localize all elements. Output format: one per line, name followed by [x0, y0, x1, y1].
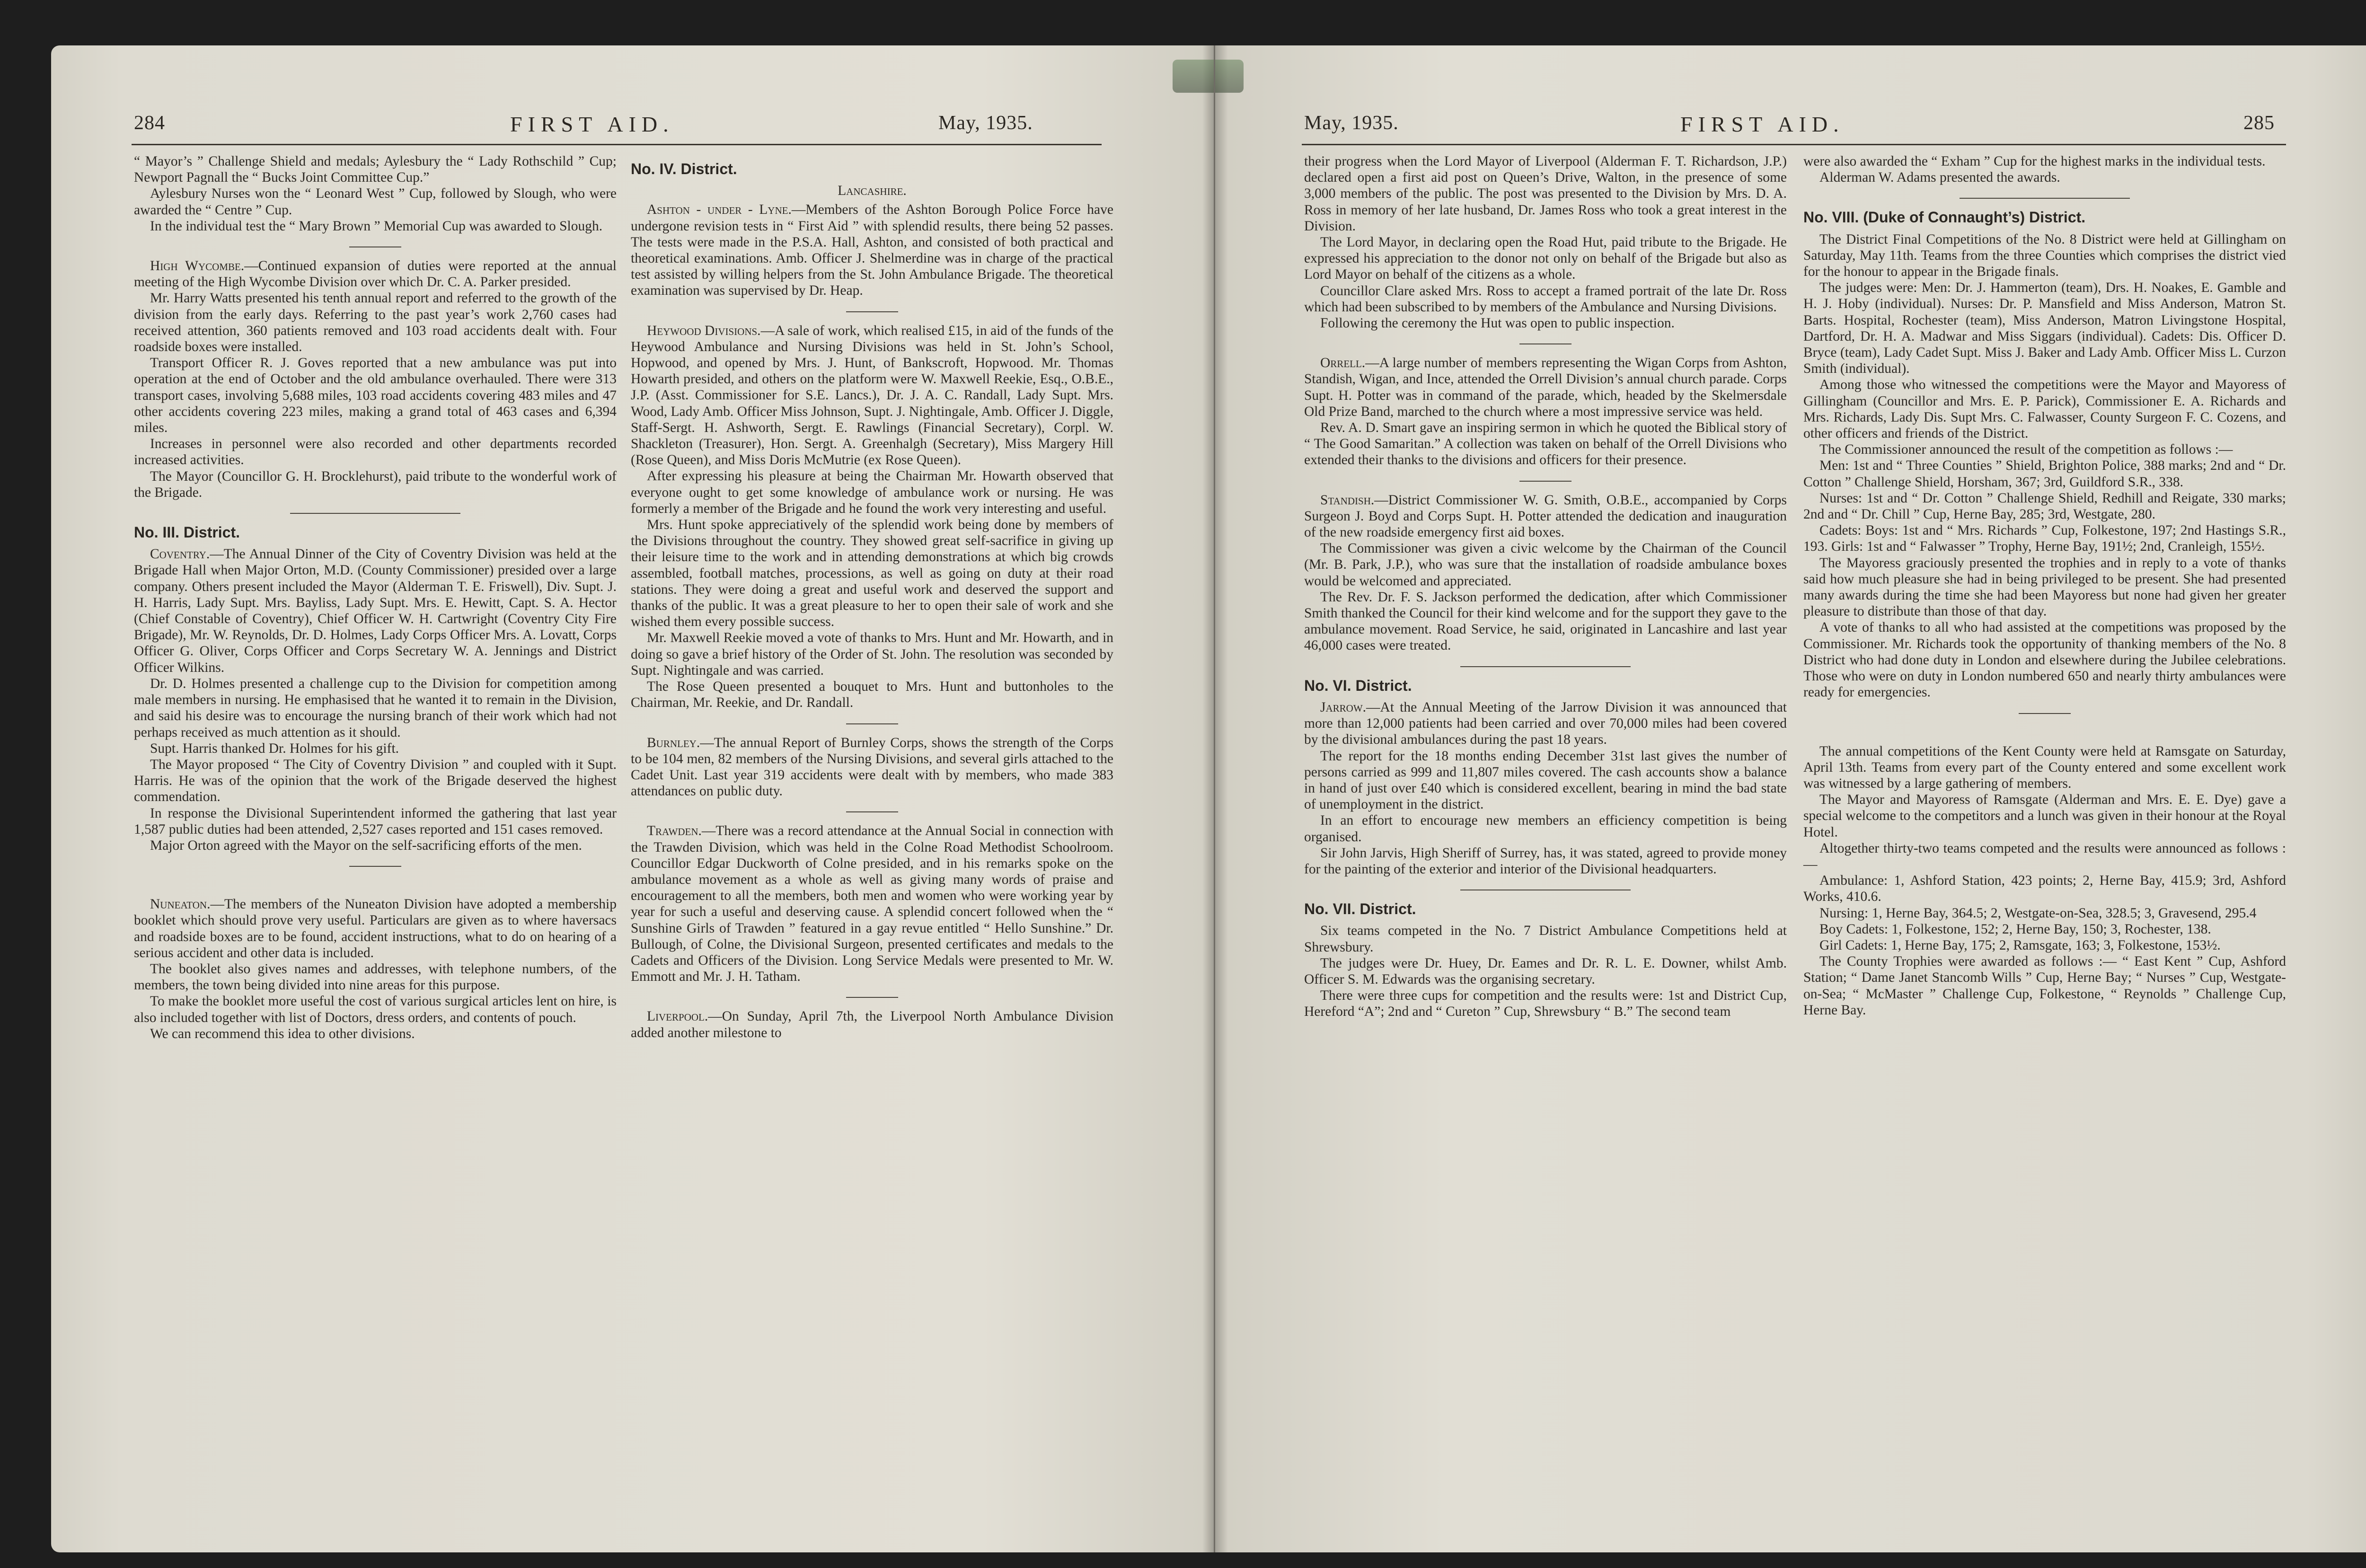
section-divider: [1460, 666, 1631, 667]
paragraph-text: —A sale of work, which realised £15, in aid of the funds of the Heywood Ambulance and Nursing Divisions was held in St. John’s School, Hopwood, and opened by Mrs. J. Hunt, of Bankscroft, Hopwood. Mr. Thomas Howarth presided, and others on the platform were W. Maxwell Reekie, Esq., O.B.E., J.P. (Asst. Commissioner for S.E. Lancs.), Dr. J. A. C. Randall, Lady Supt. Mrs. Wood, Lady Amb. Officer Miss Johnson, Supt. J. Nightingale, Amb. Officer J. Diggle, Staff-Sergt. H. Ashworth, Sergt. E. Rawlings (Financial Secretary), Corpl. W. Shackleton (Treasurer), Hon. Sergt. A. Greenhalgh (Secretary), Miss Margery Hill (Rose Queen), and Miss Doris McMutrie (ex Rose Queen).: [631, 323, 1113, 468]
paragraph: [1304, 492, 1787, 541]
paragraph-text: The report for the 18 months ending December 31st last gives the number of persons carried as 999 and 11,807 miles covered. The cash accounts show a balance in hand of just over £40 which is considered excellent, bearing in mind the bad state of unemployment in the district.: [1304, 748, 1787, 812]
paragraph: [631, 202, 1113, 299]
paragraph: [1304, 315, 1787, 331]
section-lead: High Wycombe.: [150, 258, 245, 274]
paragraph: [1803, 937, 2286, 953]
paragraph-text: Rev. A. D. Smart gave an inspiring sermon in which he quoted the Biblical story of “ The Good Samaritan.” A collection was taken on behalf of the Orrell Divisions who extended their thanks to the divisions and officers for their presence.: [1304, 420, 1787, 468]
paragraph-text: Girl Cadets: 1, Herne Bay, 175; 2, Ramsgate, 163; 3, Folkestone, 153½.: [1819, 937, 2221, 953]
county-subheading: Lancashire.: [838, 183, 907, 199]
paragraph: [134, 218, 617, 234]
issue-date: May, 1935.: [1304, 112, 1399, 134]
paragraph: [1304, 748, 1787, 813]
section-divider: [2019, 713, 2071, 714]
paragraph-text: Mr. Maxwell Reekie moved a vote of thanks to Mrs. Hunt and Mr. Howarth, and in doing so gave a brief history of the Order of St. John. The resolution was seconded by Supt. Nightingale and was carried.: [631, 630, 1113, 678]
section-lead: Liverpool.: [647, 1009, 708, 1024]
paragraph-text: Altogether thirty-two teams competed and the results were announced as follows :—: [1803, 840, 2286, 872]
paragraph-text: Transport Officer R. J. Goves reported that a new ambulance was put into operation at the end of October and the old ambulance overhauled. There were 313 transport cases, involving 5,688 miles, 103 road accidents covering 483 miles and 47 other accidents covering 223 miles, making a grand total of 463 cases and 6,394 miles.: [134, 355, 617, 436]
paragraph: [1304, 283, 1787, 315]
paragraph-text: The booklet also gives names and addresses, with telephone numbers, of the members, the town being divided into nine areas for this purpose.: [134, 961, 617, 993]
paragraph: [1803, 555, 2286, 620]
paragraph: [1304, 540, 1787, 589]
section-divider: [846, 997, 898, 998]
paragraph-text: —A large number of members representing the Wigan Corps from Ashton, Standish, Wigan, and Ince, attended the Orrell Division’s annual church parade. Corps Supt. H. Potter was in command of the parade, which, headed by the Skelmersdale Old Prize Band, marched to the church where a most impressive service was held.: [1304, 355, 1787, 419]
magazine-title: FIRST AID.: [510, 112, 674, 136]
paragraph: [1803, 280, 2286, 377]
right-page-header: [1214, 112, 2366, 145]
right-page: [1214, 45, 2366, 1552]
paragraph: [134, 290, 617, 355]
district-heading: No. VII. District.: [1304, 900, 1416, 918]
magazine-spread: [51, 45, 2366, 1552]
paragraph-text: There were three cups for competition and the results were: 1st and District Cup, Hereford “A”; 2nd and “ Cureton ” Cup, Shrewsbury “ B.” The second team: [1304, 988, 1787, 1020]
paragraph-text: —At the Annual Meeting of the Jarrow Division it was announced that more than 12,000 patients had been carried and over 70,000 miles had been covered by the divisional ambulances during the past 18 years.: [1304, 699, 1787, 748]
paragraph-text: The annual competitions of the Kent County were held at Ramsgate on Saturday, April 13th. Teams from every part of the County entered and some excellent work was witnessed by a large gathering of members.: [1803, 743, 2286, 791]
paragraph-text: “ Mayor’s ” Challenge Shield and medals; Aylesbury the “ Lady Rothschild ” Cup; Newport Pagnall the “ Bucks Joint Committee Cup.”: [134, 154, 617, 185]
paragraph-text: —The members of the Nuneaton Division have adopted a membership booklet which should prove very useful. Particulars are given as to where haversacs and roadside boxes are to be found, accident instructions, what to do on hearing of a serious accident and other data is included.: [134, 897, 617, 960]
paragraph-text: A vote of thanks to all who had assisted at the competitions was proposed by the Commissioner. Mr. Richards took the opportunity of thanking members of the No. 8 District who had done duty in London and elsewhere during the Jubilee celebrations. Those who were on duty in London numbered 650 and nearly thirty ambulances were ready for emergencies.: [1803, 620, 2286, 700]
left-page-column-1: [134, 153, 617, 1042]
paragraph: [134, 993, 617, 1025]
paragraph-text: We can recommend this idea to other divisions.: [150, 1026, 415, 1041]
paragraph-text: Alderman W. Adams presented the awards.: [1819, 170, 2060, 185]
paragraph-text: —District Commissioner W. G. Smith, O.B.E., accompanied by Corps Surgeon J. Boyd and Corps Supt. H. Potter attended the dedication and inauguration of the new roadside emergency first aid boxes.: [1304, 492, 1787, 540]
magazine-title: FIRST AID.: [1680, 112, 1845, 136]
section-lead: Trawden.: [647, 823, 702, 839]
paragraph: [1304, 153, 1787, 234]
paragraph-text: Dr. D. Holmes presented a challenge cup to the Division for competition among male members in nursing. He emphasised that he wanted it to remain in the Division, and said his desire was to encourage the nursing branch of their work which had not perhaps received as much attention as it should.: [134, 676, 617, 740]
paragraph: [1304, 845, 1787, 877]
section-lead: Heywood Divisions.: [647, 323, 761, 338]
paragraph-text: Ambulance: 1, Ashford Station, 423 points; 2, Herne Bay, 415.9; 3rd, Ashford Works, 410.6.: [1803, 873, 2286, 905]
paragraph-text: Six teams competed in the No. 7 District Ambulance Competitions held at Shrewsbury.: [1304, 923, 1787, 955]
paragraph-text: Boy Cadets: 1, Folkestone, 152; 2, Herne Bay, 150; 3, Rochester, 138.: [1819, 921, 2211, 937]
paragraph-text: Following the ceremony the Hut was open to public inspection.: [1320, 316, 1675, 331]
paragraph-text: The Mayoress graciously presented the trophies and in reply to a vote of thanks said how much pleasure she had in being privileged to be present. She had presented many awards during the time she had been Mayoress but none had given her greater pleasure to distribute than those of that day.: [1803, 555, 2286, 619]
district-heading: No. VI. District.: [1304, 677, 1412, 694]
paragraph: [1304, 923, 1787, 955]
district-heading: No. IV. District.: [631, 160, 737, 177]
paragraph: [134, 757, 617, 805]
paragraph-text: Mr. Harry Watts presented his tenth annual report and referred to the growth of the division from the early days. Referring to the past year’s work 2,760 cases had received attention, 360 patients removed and 103 road accidents dealt with. Four roadside boxes were installed.: [134, 291, 617, 355]
left-page: [51, 45, 1214, 1552]
paragraph-text: The judges were: Men: Dr. J. Hammerton (team), Drs. H. Noakes, E. Gamble and H. J. Hoby (individual). Nurses: Dr. P. Mansfield and Miss Anderson, Matron St. Barts. Hospital, Rochester (team), Miss Anderson, Matron Livingstone Hospital, Dartford, Dr. H. A. Madwar and Miss Siggars (individual). Cadets: Dis. Officer D. Bryce (team), Lady Cadet Supt. Miss J. Baker and Lady Amb. Officer Miss L. Curzon Smith (individual).: [1803, 280, 2286, 377]
section-divider: [846, 723, 898, 724]
paragraph: [631, 823, 1113, 985]
paragraph-text: After expressing his pleasure at being the Chairman Mr. Howarth observed that everyone ought to get some knowledge of ambulance work or nursing. He was formerly a member of the Brigade and he found the work very interesting and useful.: [631, 468, 1113, 516]
paragraph: [1803, 231, 2286, 280]
spacer: [134, 877, 617, 896]
section-lead: Standish.: [1320, 492, 1375, 508]
paragraph: [631, 323, 1113, 468]
district-heading: No. III. District.: [134, 524, 240, 541]
paragraph: [1803, 153, 2286, 169]
paragraph: [1803, 377, 2286, 441]
section-divider: [349, 866, 401, 867]
paragraph-text: Aylesbury Nurses won the “ Leonard West ” Cup, followed by Slough, who were awarded the “ Centre ” Cup.: [134, 186, 617, 218]
paragraph: [134, 961, 617, 993]
district-heading: No. VIII. (Duke of Connaught’s) District.: [1803, 209, 2086, 226]
paragraph-text: The Mayor proposed “ The City of Coventry Division ” and coupled with it Supt. Harris. He was of the opinion that the work of the Brigade deserved the highest commendation.: [134, 757, 617, 805]
section-lead: Burnley.: [647, 735, 700, 750]
paragraph: [134, 740, 617, 757]
paragraph-text: —On Sunday, April 7th, the Liverpool North Ambulance Division added another milestone to: [631, 1009, 1113, 1040]
paragraph: [1803, 792, 2286, 840]
paragraph-text: Nursing: 1, Herne Bay, 364.5; 2, Westgate-on-Sea, 328.5; 3, Gravesend, 295.4: [1819, 905, 2257, 921]
paragraph: [134, 676, 617, 740]
paragraph-text: The Lord Mayor, in declaring open the Road Hut, paid tribute to the Brigade. He expressed his appreciation to the donor not only on behalf of the Brigade but also as Lord Mayor on behalf of the citizens as a whole.: [1304, 235, 1787, 282]
paragraph: [1803, 905, 2286, 921]
paragraph: [1304, 234, 1787, 283]
paragraph: [134, 468, 617, 501]
paragraph-text: In an effort to encourage new members an efficiency competition is being organised.: [1304, 813, 1787, 845]
paragraph-text: Councillor Clare asked Mrs. Ross to accept a framed portrait of the late Dr. Ross which had been subscribed to by members of the Ambulance and Nursing Divisions.: [1304, 283, 1787, 315]
paragraph: [1803, 872, 2286, 905]
paragraph: [1304, 812, 1787, 845]
left-page-column-2: [631, 153, 1113, 1041]
paragraph: [1803, 921, 2286, 937]
paragraph-text: The Mayor and Mayoress of Ramsgate (Alderman and Mrs. E. E. Dye) gave a special welcome to the competitors and a lunch was given in their honour at the Royal Hotel.: [1803, 792, 2286, 840]
section-lead: Nuneaton.: [150, 897, 211, 912]
paragraph-text: Men: 1st and “ Three Counties ” Shield, Brighton Police, 388 marks; 2nd and “ Dr. Cotton ” Challenge Shield, Horsham, 367; 3rd, Guildford S.R., 338.: [1803, 458, 2286, 490]
section-divider: [846, 811, 898, 812]
paragraph: [1304, 699, 1787, 748]
right-page-column-2: [1803, 153, 2286, 1018]
paragraph-text: —Continued expansion of duties were reported at the annual meeting of the High Wycombe Division over which Dr. C. A. Parker presided.: [134, 258, 617, 290]
paragraph: [134, 837, 617, 854]
page-number: 285: [2243, 112, 2275, 134]
paragraph: [134, 546, 617, 676]
paragraph: [631, 517, 1113, 630]
paragraph: [1803, 743, 2286, 792]
paragraph-text: were also awarded the “ Exham ” Cup for the highest marks in the individual tests.: [1803, 154, 2266, 169]
paragraph: [1803, 169, 2286, 185]
paragraph: [1803, 458, 2286, 490]
paragraph-text: —The Annual Dinner of the City of Coventry Division was held at the Brigade Hall when Major Orton, M.D. (County Commissioner) presided over a large company. Others present included the Mayor (Alderman T. E. Friswell), Div. Supt. J. H. Harris, Lady Supt. Mrs. Bayliss, Lady Supt. Mrs. E. Hewitt, Capt. S. A. Hector (Chief Constable of Coventry), Chief Officer W. H. Cartwright (Coventry City Fire Brigade), Mr. W. Reynolds, Dr. D. Holmes, Lady Corps Officer Mrs. A. Lovatt, Corps Officer G. Oliver, Corps Officer and Corps Secretary W. A. Jennings and District Officer Wilkins.: [134, 546, 617, 675]
paragraph: [134, 185, 617, 218]
right-page-column-1: [1304, 153, 1787, 1020]
header-rule: [1302, 144, 2286, 145]
paragraph: [1803, 490, 2286, 522]
paragraph-text: their progress when the Lord Mayor of Liverpool (Alderman F. T. Richardson, J.P.) declared open a first aid post on Queen’s Drive, Walton, in the presence of some 3,000 members of the public. The post was presented to the Division by Mrs. D. A. Ross in memory of her late husband, Dr. James Ross who took a great interest in the Division.: [1304, 154, 1787, 234]
paragraph: [1803, 840, 2286, 872]
paragraph-text: The Commissioner was given a civic welcome by the Chairman of the Council (Mr. B. Park, J.P.), who was sure that the installation of roadside ambulance boxes would be welcomed and appreciated.: [1304, 541, 1787, 589]
paragraph-text: The Commissioner announced the result of the competition as follows :—: [1819, 442, 2233, 458]
paragraph: [1304, 955, 1787, 987]
paragraph: [631, 678, 1113, 711]
section-divider: [1960, 198, 2130, 199]
paragraph-text: The County Trophies were awarded as follows :— “ East Kent ” Cup, Ashford Station; “ Dame Janet Stancomb Wills ” Cup, Herne Bay; “ Nurses ” Cup, Westgate-on-Sea; “ McMaster ” Challenge Cup, Folkestone, “ Reynolds ” Challenge Cup, Herne Bay.: [1803, 954, 2286, 1018]
paragraph: [631, 630, 1113, 678]
paragraph-text: Cadets: Boys: 1st and “ Mrs. Richards ” Cup, Folkestone, 197; 2nd Hastings S.R., 193. Girls: 1st and “ Falwasser ” Trophy, Herne Bay, 191½; 2nd, Cranleigh, 155½.: [1803, 523, 2286, 555]
paragraph: [134, 355, 617, 436]
paragraph-text: The Mayor (Councillor G. H. Brocklehurst), paid tribute to the wonderful work of the Brigade.: [134, 468, 617, 500]
section-lead: Jarrow.: [1320, 699, 1367, 715]
paragraph: [1304, 987, 1787, 1020]
section-divider: [846, 311, 898, 312]
paragraph-text: The Rose Queen presented a bouquet to Mrs. Hunt and buttonholes to the Chairman, Mr. Reekie, and Dr. Randall.: [631, 679, 1113, 711]
paragraph-text: To make the booklet more useful the cost of various surgical articles lent on hire, is also included together with list of Doctors, dress orders, and contents of pouch.: [134, 994, 617, 1025]
paragraph-text: Increases in personnel were also recorded and other departments recorded increased activities.: [134, 436, 617, 468]
paragraph: [1304, 355, 1787, 420]
paragraph: [134, 896, 617, 961]
paragraph-text: Nurses: 1st and “ Dr. Cotton ” Challenge Shield, Redhill and Reigate, 330 marks; 2nd and “ Dr. Chill ” Cup, Herne Bay, 285; 3rd, Westgate, 280.: [1803, 490, 2286, 522]
paragraph: [1803, 441, 2286, 458]
paragraph-text: In the individual test the “ Mary Brown ” Memorial Cup was awarded to Slough.: [150, 218, 603, 234]
paragraph: [134, 258, 617, 290]
paragraph-text: Supt. Harris thanked Dr. Holmes for his gift.: [150, 740, 399, 756]
section-lead: Ashton - under - Lyne.: [647, 202, 792, 218]
paragraph-text: —There was a record attendance at the Annual Social in connection with the Trawden Division, which was held in the Colne Road Methodist Schoolroom. Councillor Edgar Duckworth of Colne presided, and in his remarks spoke on the ambulance movement as a whole as well as giving many words of praise and encouragement to all the members, both men and women who were working year by year for such a useful and deserving cause. A splendid concert followed when the “ Sunshine Girls of Trawden ” featured in a gay revue entitled “ Hello Sunshine.” Dr. Bullough, of Colne, the Divisional Surgeon, presented certificates and medals to the Cadets and Officers of the Division. Long Service Medals were presented to Mr. W. Emmott and Mr. J. H. Tatham.: [631, 823, 1113, 985]
paragraph-text: In response the Divisional Superintendent informed the gathering that last year 1,587 public duties had been attended, 2,527 cases reported and 151 cases removed.: [134, 805, 617, 837]
paragraph-text: —Members of the Ashton Borough Police Force have undergone revision tests in “ First Aid ” with splendid results, there being 52 passes. The tests were made in the P.S.A. Hall, Ashton, and consisted of both practical and theoretical examinations. Amb. Officer J. Shelmerdine was in charge of the practical test assisted by willing helpers from the St. John Ambulance Brigade. The theoretical examination was supervised by Dr. Heap.: [631, 202, 1113, 299]
paragraph: [134, 436, 617, 468]
paragraph: [1803, 619, 2286, 700]
paragraph-text: Sir John Jarvis, High Sheriff of Surrey, has, it was stated, agreed to provide money for the painting of the exterior and interior of the Divisional headquarters.: [1304, 845, 1787, 877]
paragraph: [134, 805, 617, 837]
section-divider: [1519, 481, 1571, 482]
paragraph: [134, 1026, 617, 1042]
paragraph: [1803, 522, 2286, 555]
paragraph: [631, 735, 1113, 800]
paragraph: [1304, 589, 1787, 654]
section-lead: Coventry.: [150, 546, 210, 562]
paragraph-text: Among those who witnessed the competitions were the Mayor and Mayoress of Gillingham (Councillor and Mrs. E. P. Parick), Commissioner E. A. Richards and Mrs. Richards, Lady Dis. Supt Mrs. C. Falwasser, County Surgeon F. C. Cozens, and other officers and friends of the District.: [1803, 377, 2286, 441]
paragraph-text: Major Orton agreed with the Mayor on the self-sacrificing efforts of the men.: [150, 837, 582, 853]
paragraph: [631, 468, 1113, 517]
section-divider: [290, 513, 460, 514]
spacer: [1803, 724, 2286, 743]
paragraph-text: The District Final Competitions of the No. 8 District were held at Gillingham on Saturday, May 11th. Teams from the three Counties which comprises the district vied for the honour to appear in the Brigade finals.: [1803, 231, 2286, 280]
paragraph: [631, 1008, 1113, 1040]
paragraph-text: —The annual Report of Burnley Corps, shows the strength of the Corps to be 104 men, 82 members of the Nursing Divisions, and several girls attached to the Cadet Unit. Last year 319 accidents were dealt with by members, who made 383 attendances on public duty.: [631, 735, 1113, 799]
paragraph: [1803, 953, 2286, 1018]
paragraph-text: The judges were Dr. Huey, Dr. Eames and Dr. R. L. E. Downer, whilst Amb. Officer S. M. Edwards was the organising secretary.: [1304, 955, 1787, 987]
paragraph: [134, 153, 617, 185]
paragraph: [1304, 420, 1787, 468]
paragraph-text: The Rev. Dr. F. S. Jackson performed the dedication, after which Commissioner Smith thanked the Council for their kind welcome and for the support they gave to the ambulance movement. Road Service, he said, originated in Lancashire and last year 46,000 cases were treated.: [1304, 589, 1787, 653]
page-number: 284: [134, 112, 165, 134]
issue-date: May, 1935.: [938, 112, 1033, 134]
section-lead: Orrell.: [1320, 355, 1366, 371]
paragraph-text: Mrs. Hunt spoke appreciatively of the splendid work being done by members of the Divisions throughout the country. They showed great self-sacrifice in giving up their leisure time to the work and in attending demonstrations at which big crowds assembled, football matches, processions, as well as going on duty at their road stations. They were doing a great and useful work and deserved the support and thanks of the public. It was a great pleasure to her to open their sale of work and she wished them every possible success.: [631, 517, 1113, 630]
left-page-header: [51, 112, 1214, 145]
header-rule: [132, 144, 1102, 145]
